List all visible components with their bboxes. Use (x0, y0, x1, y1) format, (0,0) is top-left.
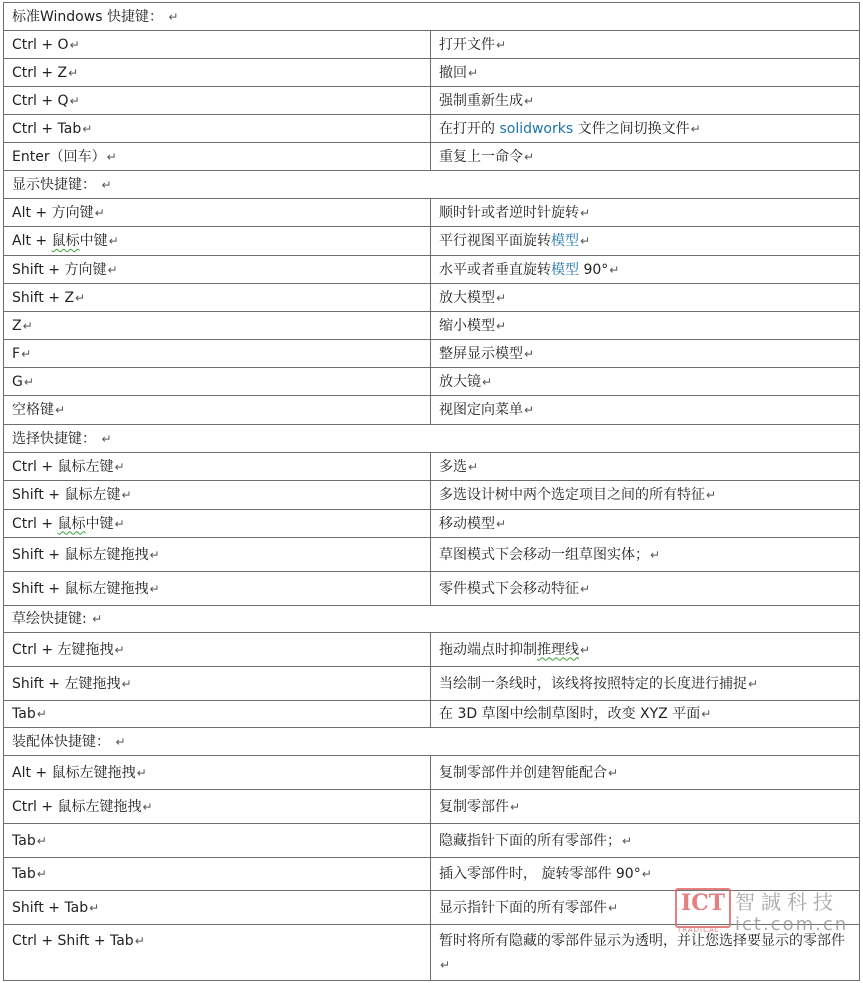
paragraph-mark: ↵ (69, 37, 80, 52)
shortcut-key-cell (4, 925, 431, 981)
key-text: Alt + 鼠标左键拖拽 (12, 764, 136, 781)
watermark-logo-text: ICT (681, 890, 726, 916)
desc-text: 缩小模型 (439, 317, 495, 334)
paragraph-mark: ↵ (115, 734, 126, 749)
paragraph-mark: ↵ (580, 234, 591, 248)
key-text: Ctrl + (12, 515, 58, 532)
desc-text: 多选设计树中两个选定项目之间的所有特征 (439, 487, 705, 503)
shortcut-key-cell (4, 115, 431, 143)
desc-text: 放大镜 (439, 373, 481, 390)
paragraph-mark: ↵ (108, 234, 119, 248)
table-row (4, 59, 860, 87)
paragraph-mark: ↵ (149, 547, 160, 562)
desc-highlight: solidworks (499, 120, 574, 137)
shortcut-key-cell (4, 31, 431, 59)
key-text: Shift + 鼠标左键拖拽 (12, 580, 149, 597)
shortcut-key-cell (4, 633, 431, 667)
shortcut-desc-cell (431, 858, 860, 891)
shortcut-desc-cell (431, 115, 860, 143)
paragraph-mark: ↵ (82, 121, 93, 136)
paragraph-mark: ↵ (149, 581, 160, 596)
paragraph-mark: ↵ (468, 65, 479, 80)
desc-spellcheck: 推理线 (537, 641, 579, 658)
paragraph-mark: ↵ (524, 346, 535, 361)
key-text: Ctrl + 鼠标左键 (12, 458, 114, 475)
key-text: Shift + 鼠标左键拖拽 (12, 546, 149, 563)
table-row (4, 312, 860, 340)
key-text: 中键 (79, 233, 108, 249)
paragraph-mark: ↵ (121, 488, 132, 502)
section-title-text: 标准Windows 快捷键： (12, 8, 163, 25)
paragraph-mark: ↵ (496, 290, 507, 305)
desc-text: 水平或者垂直旋转 (439, 261, 551, 278)
desc-text: 移动模型 (439, 515, 495, 532)
paragraph-mark: ↵ (706, 488, 717, 502)
paragraph-mark: ↵ (524, 149, 535, 164)
shortcut-desc-cell (431, 59, 860, 87)
desc-text: 在打开的 (439, 120, 500, 137)
key-text: F (12, 345, 21, 362)
shortcut-key-cell (4, 756, 431, 790)
paragraph-mark: ↵ (121, 676, 132, 691)
shortcut-desc-cell (431, 633, 860, 667)
key-text: Tab (12, 832, 36, 849)
key-text: Ctrl + Z (12, 64, 68, 81)
key-text: 空格键 (12, 402, 54, 418)
key-text: Alt + 方向键 (12, 204, 94, 221)
paragraph-mark: ↵ (580, 581, 591, 596)
key-text: Shift + 鼠标左键 (12, 487, 121, 503)
shortcut-desc-cell (431, 87, 860, 115)
key-text: Ctrl + Tab (12, 120, 82, 137)
table-row (4, 31, 860, 59)
paragraph-mark: ↵ (748, 676, 759, 691)
table-row (4, 510, 860, 538)
section-title (4, 3, 860, 31)
shortcut-desc-cell (431, 925, 860, 981)
shortcut-key-cell (4, 824, 431, 858)
section-title-text: 显示快捷键： (12, 176, 96, 193)
key-text: Ctrl + 左键拖拽 (12, 641, 114, 658)
paragraph-mark: ↵ (440, 958, 451, 972)
shortcut-desc-cell (431, 284, 860, 312)
key-text: Alt + (12, 233, 52, 249)
section-header-row (4, 425, 860, 453)
paragraph-mark: ↵ (21, 346, 32, 361)
table-row (4, 790, 860, 824)
section-title (4, 171, 860, 199)
desc-text: 撤回 (439, 64, 467, 81)
shortcut-desc-cell (431, 143, 860, 171)
table-row (4, 701, 860, 728)
table-row (4, 143, 860, 171)
shortcut-key-cell (4, 396, 431, 425)
key-text: Z (12, 317, 22, 334)
desc-text: 显示指针下面的所有零部件 (439, 899, 607, 916)
shortcut-desc-cell (431, 756, 860, 790)
shortcut-key-cell (4, 59, 431, 87)
paragraph-mark: ↵ (496, 516, 507, 531)
shortcut-table (3, 2, 860, 981)
desc-text: 顺时针或者逆时针旋转 (439, 204, 579, 221)
shortcut-key-cell (4, 538, 431, 572)
table-row (4, 824, 860, 858)
shortcut-key-cell (4, 87, 431, 115)
shortcut-key-cell (4, 701, 431, 728)
table-row (4, 115, 860, 143)
shortcut-desc-cell (431, 538, 860, 572)
key-text: 中键 (85, 515, 114, 532)
paragraph-mark: ↵ (22, 318, 33, 333)
table-row (4, 87, 860, 115)
paragraph-mark: ↵ (580, 642, 591, 657)
shortcut-desc-cell (431, 453, 860, 481)
desc-text: 暂时将所有隐藏的零部件显示为透明，并让您选择要显示的零部件 (439, 933, 845, 949)
shortcut-desc-cell (431, 667, 860, 701)
table-row (4, 858, 860, 891)
table-row (4, 891, 860, 925)
table-row (4, 256, 860, 284)
paragraph-mark: ↵ (510, 799, 521, 814)
section-header-row (4, 728, 860, 756)
section-title-text: 装配体快捷键： (12, 733, 110, 750)
desc-text: 文件之间切换文件 (573, 120, 690, 137)
shortcut-desc-cell (431, 31, 860, 59)
paragraph-mark: ↵ (69, 93, 80, 108)
paragraph-mark: ↵ (101, 431, 112, 446)
table-row (4, 572, 860, 606)
table-row (4, 538, 860, 572)
desc-text: 多选 (439, 458, 467, 475)
paragraph-mark: ↵ (524, 403, 535, 417)
shortcut-key-cell (4, 891, 431, 925)
shortcut-desc-cell (431, 790, 860, 824)
desc-text: 复制零部件并创建智能配合 (439, 764, 607, 781)
paragraph-mark: ↵ (168, 9, 179, 24)
desc-text: 强制重新生成 (439, 92, 523, 109)
paragraph-mark: ↵ (114, 459, 125, 474)
watermark-url: ict.com.cn (735, 914, 849, 935)
section-title-text: 选择快捷键： (12, 430, 96, 447)
table-row (4, 284, 860, 312)
table-row (4, 340, 860, 368)
paragraph-mark: ↵ (92, 612, 103, 626)
desc-text: 隐藏指针下面的所有零部件； (439, 832, 621, 849)
shortcut-desc-cell (431, 199, 860, 227)
key-text: Ctrl + Q (12, 92, 69, 109)
paragraph-mark: ↵ (36, 867, 47, 881)
key-text: Ctrl + O (12, 36, 69, 53)
shortcut-key-cell (4, 256, 431, 284)
shortcut-key-cell (4, 858, 431, 891)
paragraph-mark: ↵ (106, 149, 117, 164)
desc-highlight: 模型 (551, 233, 579, 249)
shortcut-key-cell (4, 790, 431, 824)
paragraph-mark: ↵ (580, 205, 591, 220)
key-text: Ctrl + Shift + Tab (12, 933, 134, 949)
shortcut-desc-cell (431, 891, 860, 925)
shortcut-desc-cell (431, 572, 860, 606)
shortcut-key-cell (4, 199, 431, 227)
key-spellcheck: 鼠标 (51, 233, 80, 249)
paragraph-mark: ↵ (608, 765, 619, 780)
paragraph-mark: ↵ (75, 290, 86, 305)
paragraph-mark: ↵ (55, 403, 66, 417)
desc-text: 平行视图平面旋转 (439, 233, 551, 249)
paragraph-mark: ↵ (608, 900, 619, 915)
section-title-text: 草绘快捷键: (12, 611, 87, 627)
key-text: Tab (12, 706, 36, 722)
shortcut-key-cell (4, 572, 431, 606)
key-text: Shift + 左键拖拽 (12, 675, 121, 692)
section-header-row (4, 3, 860, 31)
paragraph-mark: ↵ (496, 37, 507, 52)
desc-highlight: 模型 (551, 261, 579, 278)
desc-text: 复制零部件 (439, 798, 509, 815)
key-text: G (12, 373, 23, 390)
paragraph-mark: ↵ (114, 516, 125, 531)
paragraph-mark: ↵ (134, 934, 145, 948)
desc-text: 视图定向菜单 (439, 402, 523, 418)
desc-text: 插入零部件时， 旋转零部件 90° (439, 866, 641, 882)
paragraph-mark: ↵ (496, 318, 507, 333)
paragraph-mark: ↵ (641, 867, 652, 881)
desc-text: 草图模式下会移动一组草图实体； (439, 546, 649, 563)
table-row (4, 453, 860, 481)
shortcut-desc-cell (431, 481, 860, 510)
shortcut-key-cell (4, 143, 431, 171)
table-row (4, 396, 860, 425)
paragraph-mark: ↵ (89, 900, 100, 915)
section-title (4, 606, 860, 633)
paragraph-mark: ↵ (650, 547, 661, 562)
shortcut-desc-cell (431, 312, 860, 340)
paragraph-mark: ↵ (622, 833, 633, 848)
table-row (4, 633, 860, 667)
shortcut-desc-cell (431, 701, 860, 728)
desc-text: 拖动端点时抑制 (439, 641, 537, 658)
paragraph-mark: ↵ (94, 205, 105, 220)
paragraph-mark: ↵ (36, 833, 47, 848)
paragraph-mark: ↵ (68, 65, 79, 80)
shortcut-desc-cell (431, 227, 860, 256)
table-row (4, 368, 860, 396)
shortcut-desc-cell (431, 256, 860, 284)
key-text: Shift + Z (12, 289, 75, 306)
section-title (4, 425, 860, 453)
paragraph-mark: ↵ (142, 799, 153, 814)
key-text: Shift + Tab (12, 899, 89, 916)
paragraph-mark: ↵ (23, 374, 34, 389)
section-header-row (4, 171, 860, 199)
desc-text: 90° (579, 261, 609, 278)
shortcut-key-cell (4, 368, 431, 396)
table-row (4, 199, 860, 227)
key-text: Shift + 方向键 (12, 261, 107, 278)
desc-text: 零件模式下会移动特征 (439, 580, 579, 597)
desc-text: 重复上一命令 (439, 148, 523, 165)
shortcut-key-cell (4, 227, 431, 256)
table-row (4, 481, 860, 510)
key-spellcheck: 鼠标 (57, 515, 86, 532)
shortcut-key-cell (4, 481, 431, 510)
paragraph-mark: ↵ (468, 459, 479, 474)
shortcut-key-cell (4, 667, 431, 701)
paragraph-mark: ↵ (107, 262, 118, 277)
paragraph-mark: ↵ (482, 374, 493, 389)
desc-text: 打开文件 (439, 36, 495, 53)
shortcut-key-cell (4, 510, 431, 538)
desc-text: 整屏显示模型 (439, 345, 523, 362)
shortcut-desc-cell (431, 396, 860, 425)
paragraph-mark: ↵ (524, 93, 535, 108)
shortcut-desc-cell (431, 368, 860, 396)
paragraph-mark: ↵ (136, 765, 147, 780)
section-header-row (4, 606, 860, 633)
shortcut-key-cell (4, 453, 431, 481)
watermark-company: 智誠科技 (735, 890, 839, 914)
table-row (4, 925, 860, 981)
shortcut-key-cell (4, 340, 431, 368)
shortcut-key-cell (4, 312, 431, 340)
paragraph-mark: ↵ (36, 707, 47, 721)
paragraph-mark: ↵ (701, 707, 712, 721)
desc-text: 当绘制一条线时，该线将按照特定的长度进行捕捉 (439, 675, 747, 692)
key-text: Ctrl + 鼠标左键拖拽 (12, 798, 142, 815)
shortcut-key-cell (4, 284, 431, 312)
key-text: Enter（回车） (12, 148, 106, 165)
table-row (4, 756, 860, 790)
key-text: Tab (12, 866, 36, 882)
shortcut-desc-cell (431, 340, 860, 368)
paragraph-mark: ↵ (609, 262, 620, 277)
paragraph-mark: ↵ (690, 121, 701, 136)
paragraph-mark: ↵ (114, 642, 125, 657)
shortcut-desc-cell (431, 824, 860, 858)
table-row (4, 227, 860, 256)
watermark-logo-sub: TRADICAL (677, 926, 720, 934)
paragraph-mark: ↵ (101, 177, 112, 192)
shortcut-desc-cell (431, 510, 860, 538)
section-title (4, 728, 860, 756)
desc-text: 放大模型 (439, 289, 495, 306)
table-row (4, 667, 860, 701)
desc-text: 在 3D 草图中绘制草图时，改变 XYZ 平面 (439, 706, 701, 722)
